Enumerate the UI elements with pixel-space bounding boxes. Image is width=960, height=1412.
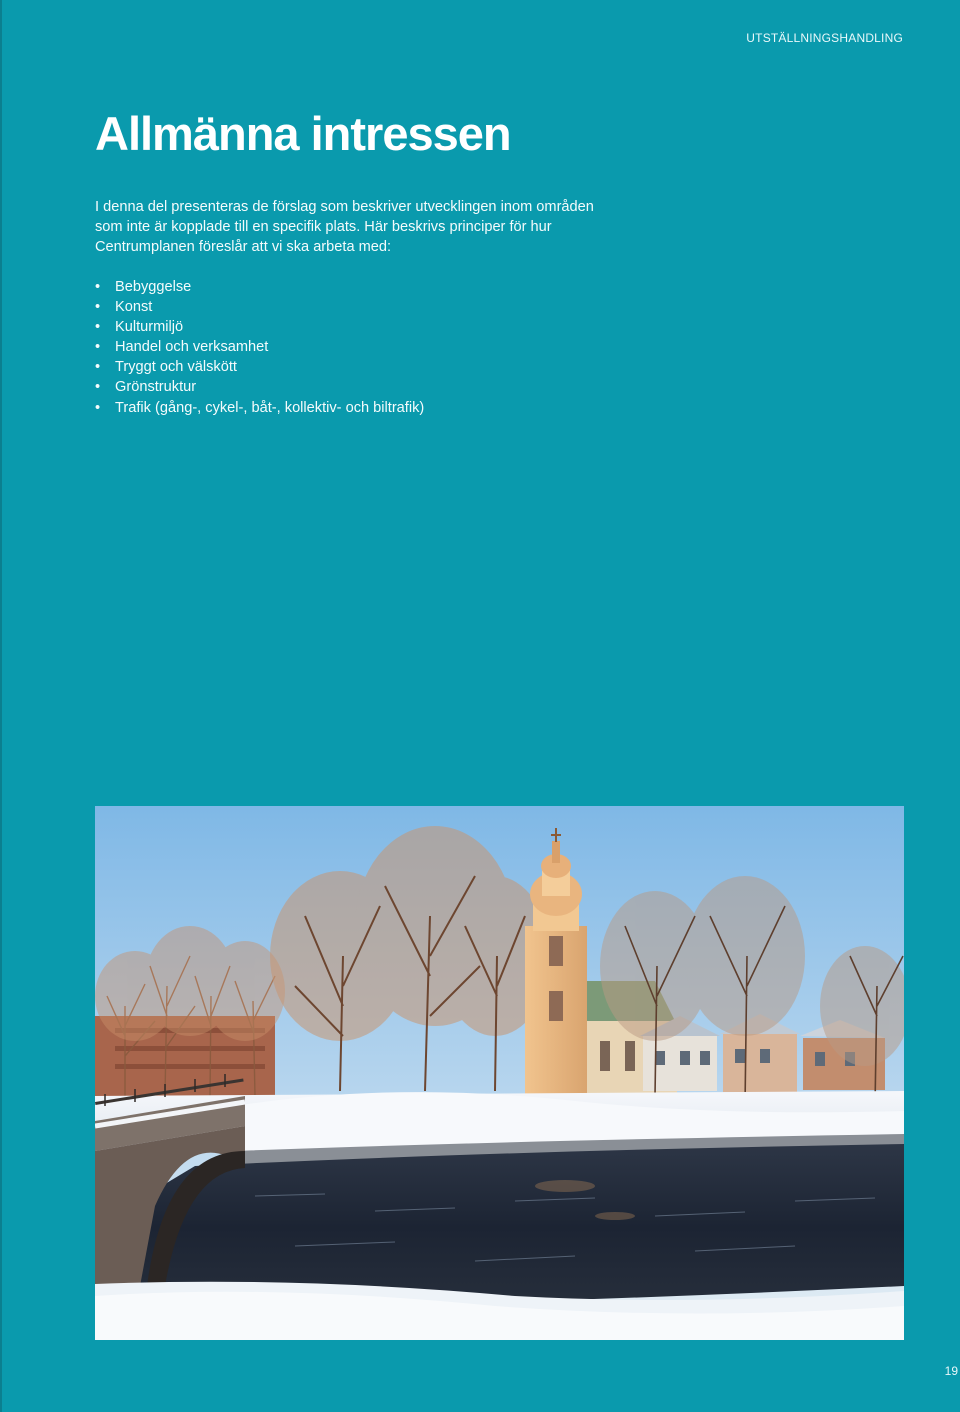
bullet-icon: •	[95, 339, 101, 356]
page-title: Allmänna intressen	[95, 107, 511, 160]
topic-label: Tryggt och välskött	[115, 359, 237, 376]
bullet-icon: •	[95, 379, 101, 396]
topic-label: Grönstruktur	[115, 379, 197, 396]
bullet-icon: •	[95, 319, 101, 336]
list-item	[95, 337, 424, 357]
list-item	[95, 317, 424, 337]
list-item	[95, 357, 424, 377]
topic-label: Bebyggelse	[115, 279, 192, 295]
topic-list	[95, 277, 424, 418]
winter-river-church-photo	[95, 806, 904, 1340]
topic-label: Kulturmiljö	[115, 319, 184, 336]
list-item	[95, 398, 424, 418]
page-number: 19	[944, 1364, 958, 1378]
bullet-icon: •	[95, 399, 101, 416]
list-item	[95, 277, 424, 297]
topic-label: Handel och verksamhet	[115, 339, 269, 356]
photo-illustration	[95, 806, 904, 1340]
bullet-icon: •	[95, 279, 101, 295]
bullet-icon: •	[95, 359, 101, 376]
topic-label: Konst	[115, 299, 153, 316]
page-edge-line	[0, 0, 2, 1412]
bullet-icon: •	[95, 299, 101, 316]
list-item	[95, 377, 424, 397]
topic-label: Trafik (gång-, cykel-, båt-, kollektiv- och biltrafik)	[115, 399, 425, 416]
intro-paragraph: I denna del presenteras de förslag som beskriver utvecklingen inom områden som inte är kopplade till en specifik plats. Här beskrivs principer för hur Centrumplanen föreslår att vi ska arbeta med:	[95, 199, 594, 256]
document-status-label: UTSTÄLLNINGSHANDLING	[746, 31, 903, 45]
list-item	[95, 297, 424, 317]
